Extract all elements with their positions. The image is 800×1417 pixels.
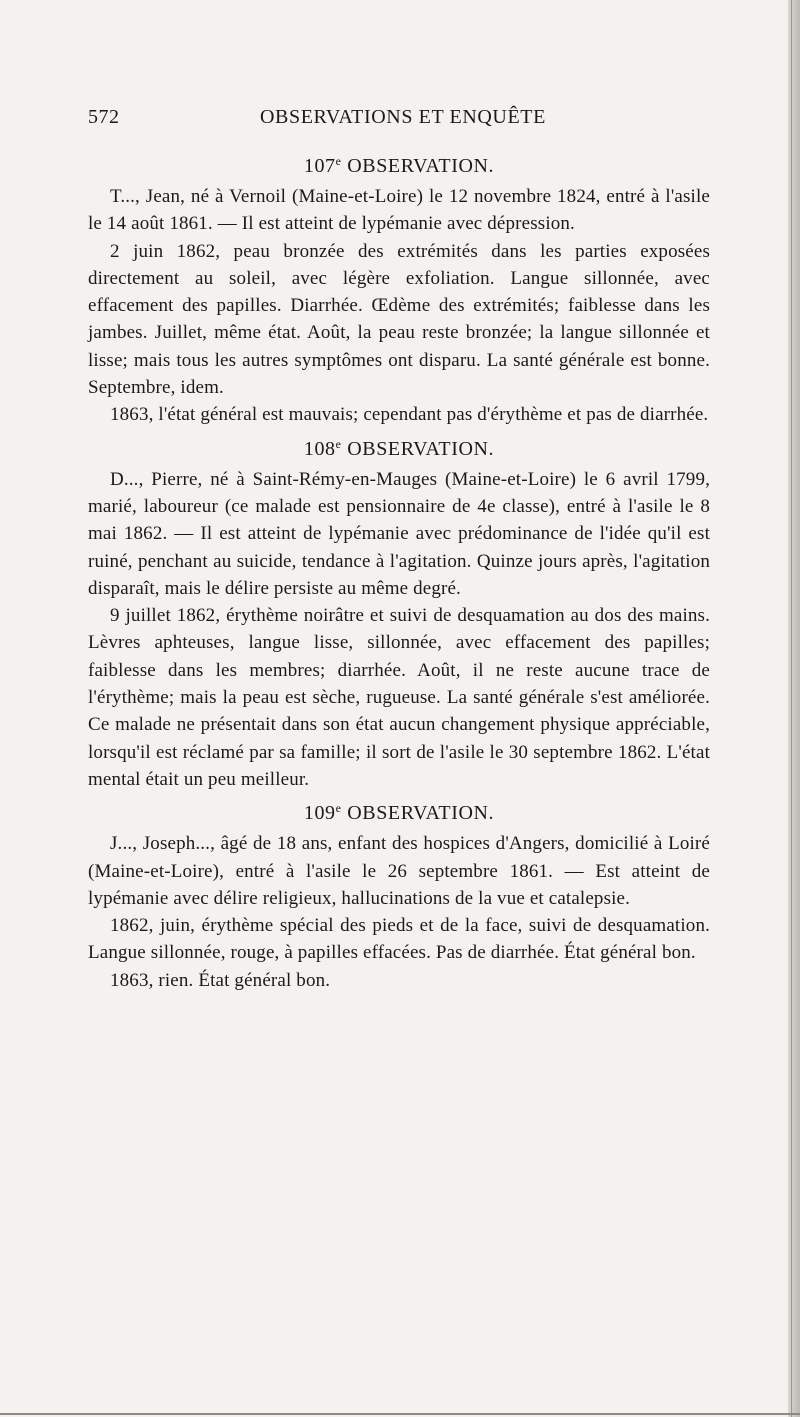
observation-label: OBSERVATION. xyxy=(347,155,495,177)
observation-label: OBSERVATION. xyxy=(347,802,495,825)
paragraph: D..., Pierre, né à Saint-Rémy-en-Mauges (Maine-et-Loire) le 6 avril 1799, marié, laboureur (ce malade est pensionnaire de 4e classe), entré à l'asile le 8 mai 1862. — Il est atteint de lypémanie avec prédominance de l'idée qu'il est ruiné, penchant au suicide, tendance à l'agitation. Quinze jours après, l'agitation disparaît, mais le délire persiste au même degré. xyxy=(88,468,710,599)
scan-page-edge xyxy=(788,0,800,1417)
paragraph: 2 juin 1862, peau bronzée des extrémités dans les parties exposées directement au soleil, avec légère exfoliation. Langue sillonnée, avec effacement des papilles. Diarrhée. Œdème des extrémités; faiblesse dans les jambes. Juillet, même état. Août, la peau reste bronzée; la langue sillonnée et lisse; mais tous les autres symptômes ont disparu. La santé générale est bonne. Septembre, idem. xyxy=(88,240,710,399)
ordinal-suffix: e xyxy=(335,801,342,816)
observation-heading xyxy=(88,431,710,462)
scan-bottom-edge xyxy=(0,1413,800,1415)
scan-edge-line xyxy=(791,0,792,1417)
page-header xyxy=(88,106,708,136)
paragraph: T..., Jean, né à Vernoil (Maine-et-Loire) le 12 novembre 1824, entré à l'asile le 14 août 1861. — Il est atteint de lypémanie avec dépression. xyxy=(88,186,710,235)
observation-heading xyxy=(88,795,710,826)
page-number: 572 xyxy=(88,106,120,128)
paragraph: 9 juillet 1862, érythème noirâtre et suivi de desquamation au dos des mains. Lèvres aphteuses, langue lisse, sillonnée, avec effacement des papilles; faiblesse dans les membres; diarrhée. Août, il ne reste aucune trace de l'érythème; mais la peau est sèche, rugueuse. La santé générale s'est améliorée. Ce malade ne présentait dans son état aucun changement physique appréciable, lorsqu'il est réclamé par sa famille; il sort de l'asile le 30 septembre 1862. L'état mental était un peu meilleur. xyxy=(88,605,710,790)
page-body xyxy=(88,146,710,994)
observation-number: 108 xyxy=(303,437,336,460)
observation-number: 109 xyxy=(303,802,336,825)
paragraph: 1863, rien. État général bon. xyxy=(110,969,331,991)
ordinal-suffix: e xyxy=(335,436,342,451)
observation-heading xyxy=(88,148,710,179)
observation-109 xyxy=(88,795,710,994)
ordinal-suffix: e xyxy=(335,154,342,168)
paragraph: 1863, l'état général est mauvais; cependant pas d'érythème et pas de diarrhée. xyxy=(110,404,709,426)
observation-108 xyxy=(88,431,710,794)
running-title: OBSERVATIONS ET ENQUÊTE xyxy=(260,106,546,128)
paragraph: J..., Joseph..., âgé de 18 ans, enfant des hospices d'Angers, domicilié à Loiré (Maine-et-Loire), entré à l'asile le 26 septembre 1861. — Est atteint de lypémanie avec délire religieux, hallucinations de la vue et catalepsie. xyxy=(88,833,710,909)
paragraph: 1862, juin, érythème spécial des pieds et de la face, suivi de desquamation. Langue sillonnée, rouge, à papilles effacées. Pas de diarrhée. État général bon. xyxy=(88,915,710,964)
observation-number: 107 xyxy=(303,155,336,177)
observation-label: OBSERVATION. xyxy=(347,437,495,460)
observation-107 xyxy=(88,148,710,429)
